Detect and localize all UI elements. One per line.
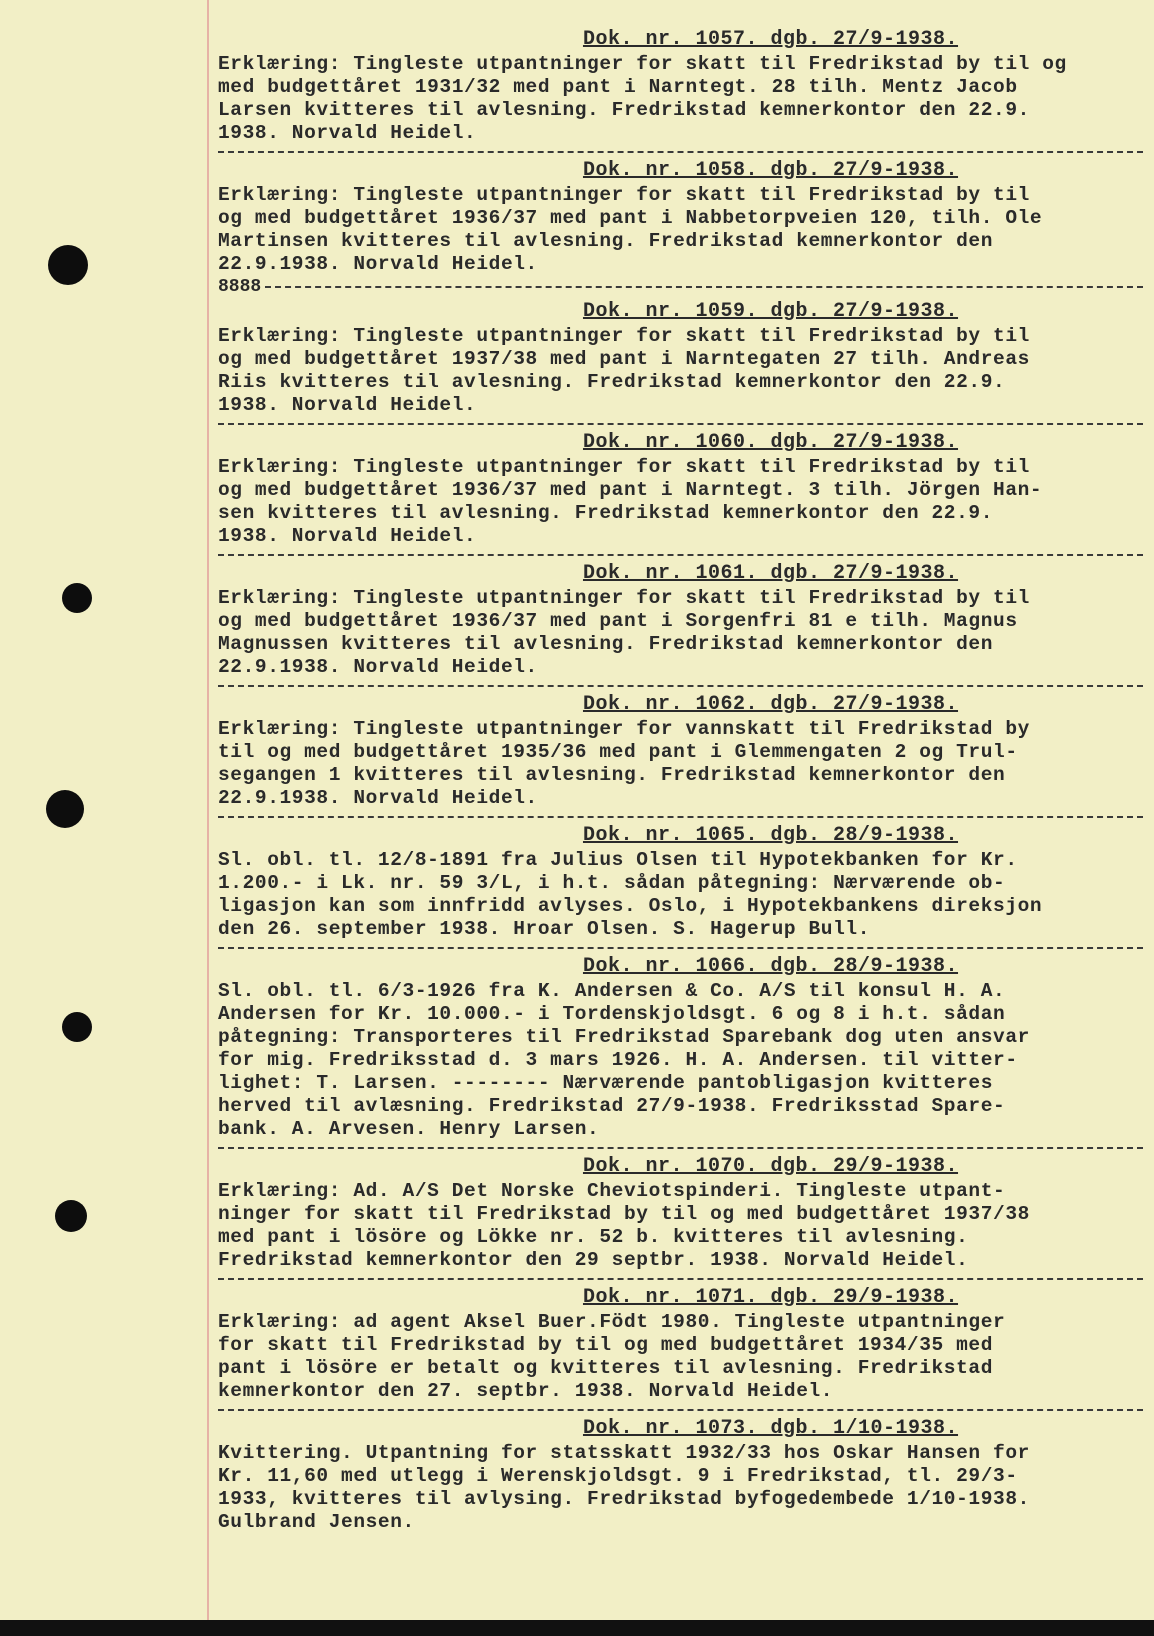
separator [218, 151, 1143, 153]
entry [218, 955, 1143, 1149]
entry-header: Dok. nr. 1065. dgb. 28/9-1938. [582, 824, 959, 847]
entry [218, 28, 1143, 153]
separator [218, 1147, 1143, 1149]
punch-hole [48, 245, 88, 285]
entry-body: Erklæring: ad agent Aksel Buer.Födt 1980. Tingleste utpantninger for skatt til Fredrikstad by til og med budgettåret 1934/35 med pant i lösöre er betalt og kvitteres til avlesning. Fredrikstad kemnerkontor den 27. septbr. 1938. Norvald Heidel. [218, 1311, 1006, 1402]
entry [218, 562, 1143, 687]
entry-body: Erklæring: Tingleste utpantninger for skatt til Fredrikstad by til og med budgettåret 1936/37 med pant i Narntegt. 3 tilh. Jörgen Han- sen kvitteres til avlesning. Fredrikstad kemnerkontor den 22.9. 1938. Norvald Heidel. [218, 456, 1043, 547]
entry-header: Dok. nr. 1062. dgb. 27/9-1938. [582, 693, 959, 716]
entry-header: Dok. nr. 1071. dgb. 29/9-1938. [582, 1286, 959, 1309]
entry-header: Dok. nr. 1060. dgb. 27/9-1938. [582, 431, 959, 454]
separator-mark: 8888 [218, 277, 262, 297]
separator [265, 286, 1143, 288]
entry-body: Erklæring: Tingleste utpantninger for skatt til Fredrikstad by til og med budgettåret 1937/38 med pant i Narntegaten 27 tilh. Andreas Riis kvitteres til avlesning. Fredrikstad kemnerkontor den 22.9. 1938. Norvald Heidel. [218, 325, 1030, 416]
entry-body: Erklæring: Ad. A/S Det Norske Cheviotspinderi. Tingleste utpant- ninger for skatt til Fredrikstad by til og med budgettåret 1937/38 med pant i lösöre og Lökke nr. 52 b. kvitteres til avlesning. Fredrikstad kemnerkontor den 29 septbr. 1938. Norvald Heidel. [218, 1180, 1030, 1271]
entry-body: Erklæring: Tingleste utpantninger for skatt til Fredrikstad by til og med budgettåret 1936/37 med pant i Nabbetorpveien 120, tilh. Ole Martinsen kvitteres til avlesning. Fredrikstad kemnerkontor den 22.9.1938. Norvald Heidel. [218, 184, 1043, 275]
entry-header: Dok. nr. 1057. dgb. 27/9-1938. [582, 28, 959, 51]
entry-header: Dok. nr. 1059. dgb. 27/9-1938. [582, 300, 959, 323]
entry-body: Sl. obl. tl. 6/3-1926 fra K. Andersen & Co. A/S til konsul H. A. Andersen for Kr. 10.000.- i Tordenskjoldsgt. 6 og 8 i h.t. sådan påtegning: Transporteres til Fredrikstad Sparebank dog uten ansvar for mig. Fredriksstad d. 3 mars 1926. H. A. Andersen. til vitter- lighet: T. Larsen. -------- Nærværende pantobligasjon kvitteres herved til avlæsning. Fredrikstad 27/9-1938. Fredriksstad Spare- bank. A. Arvesen. Henry Larsen. [218, 980, 1030, 1140]
entry [218, 1417, 1143, 1534]
entry-header: Dok. nr. 1073. dgb. 1/10-1938. [582, 1417, 959, 1440]
separator [218, 423, 1143, 425]
separator [218, 816, 1143, 818]
entry-body: Sl. obl. tl. 12/8-1891 fra Julius Olsen til Hypotekbanken for Kr. 1.200.- i Lk. nr. 59 3/L, i h.t. sådan påtegning: Nærværende ob- ligasjon kan som innfridd avlyses. Oslo, i Hypotekbankens direksjon den 26. september 1938. Hroar Olsen. S. Hagerup Bull. [218, 849, 1043, 940]
separator-row [218, 278, 1143, 296]
entry [218, 300, 1143, 425]
margin-rule [207, 0, 209, 1620]
entry-body: Erklæring: Tingleste utpantninger for vannskatt til Fredrikstad by til og med budgettåret 1935/36 med pant i Glemmengaten 2 og Trul- segangen 1 kvitteres til avlesning. Fredrikstad kemnerkontor den 22.9.1938. Norvald Heidel. [218, 718, 1030, 809]
punch-hole [62, 583, 92, 613]
entry [218, 159, 1143, 296]
entry [218, 1155, 1143, 1280]
separator [218, 685, 1143, 687]
entry-body: Kvittering. Utpantning for statsskatt 1932/33 hos Oskar Hansen for Kr. 11,60 med utlegg i Werenskjoldsgt. 9 i Fredrikstad, tl. 29/3- 1933, kvitteres til avlysing. Fredrikstad byfogedembede 1/10-1938. Gulbrand Jensen. [218, 1442, 1030, 1533]
entry [218, 431, 1143, 556]
entry-list [218, 28, 1143, 1534]
separator [218, 947, 1143, 949]
entry-header: Dok. nr. 1070. dgb. 29/9-1938. [582, 1155, 959, 1178]
entry [218, 693, 1143, 818]
entry [218, 824, 1143, 949]
separator [218, 1409, 1143, 1411]
punch-hole [46, 790, 84, 828]
separator [218, 1278, 1143, 1280]
entry-body: Erklæring: Tingleste utpantninger for skatt til Fredrikstad by til og med budgettåret 1931/32 med pant i Narntegt. 28 tilh. Mentz Jacob Larsen kvitteres til avlesning. Fredrikstad kemnerkontor den 22.9. 1938. Norvald Heidel. [218, 53, 1067, 144]
punch-hole [62, 1012, 92, 1042]
entry-header: Dok. nr. 1058. dgb. 27/9-1938. [582, 159, 959, 182]
entry-header: Dok. nr. 1066. dgb. 28/9-1938. [582, 955, 959, 978]
entry-header: Dok. nr. 1061. dgb. 27/9-1938. [582, 562, 959, 585]
punch-hole [55, 1200, 87, 1232]
scan-border [0, 1620, 1154, 1636]
entry [218, 1286, 1143, 1411]
entry-body: Erklæring: Tingleste utpantninger for skatt til Fredrikstad by til og med budgettåret 1936/37 med pant i Sorgenfri 81 e tilh. Magnus Magnussen kvitteres til avlesning. Fredrikstad kemnerkontor den 22.9.1938. Norvald Heidel. [218, 587, 1030, 678]
separator [218, 554, 1143, 556]
